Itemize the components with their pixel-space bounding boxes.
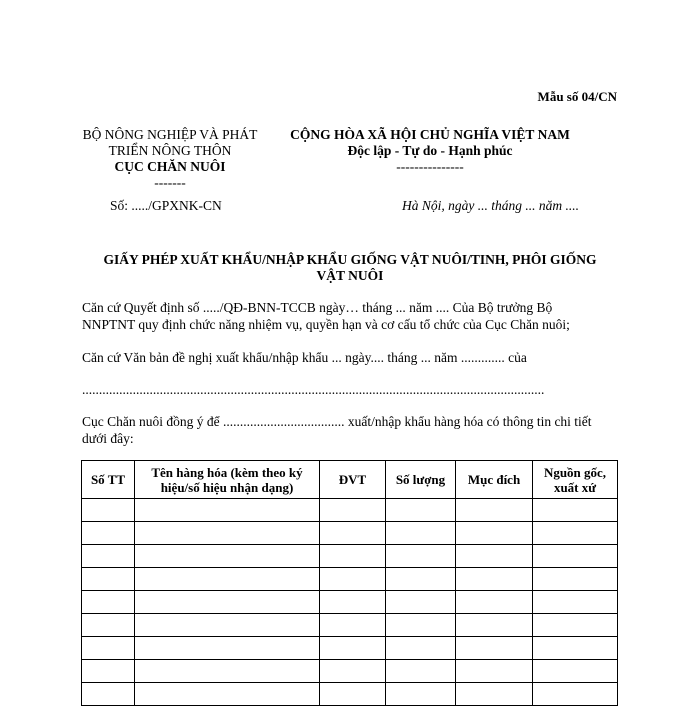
request-paragraph: Căn cứ Văn bản đề nghị xuất khẩu/nhập khẩu ... ngày.... tháng ... năm ............. của xyxy=(82,350,527,365)
approval-line1: Cục Chăn nuôi đồng ý để .................................... xuất/nhập khẩu hàng hóa có thông tin chi tiết xyxy=(82,414,592,429)
table-cell xyxy=(320,637,386,660)
table-cell xyxy=(82,660,135,683)
table-body xyxy=(82,499,618,706)
table-cell xyxy=(135,522,320,545)
table-cell xyxy=(320,568,386,591)
table-cell xyxy=(82,683,135,706)
table-cell xyxy=(456,568,533,591)
table-cell xyxy=(533,568,618,591)
national-motto: Độc lập - Tự do - Hạnh phúc xyxy=(347,143,513,158)
table-cell xyxy=(456,637,533,660)
table-row xyxy=(82,591,618,614)
table-cell xyxy=(135,660,320,683)
table-cell xyxy=(386,568,456,591)
left-separator: ------- xyxy=(154,175,186,190)
table-cell xyxy=(456,499,533,522)
issuing-authority-block xyxy=(70,127,270,191)
table-row xyxy=(82,637,618,660)
table-cell xyxy=(456,683,533,706)
table-header-row xyxy=(82,461,618,499)
table-cell xyxy=(533,614,618,637)
header-goods-name xyxy=(135,461,320,499)
table-cell xyxy=(320,499,386,522)
table-cell xyxy=(456,660,533,683)
dotted-fill-line: ......................................................................................................................................... xyxy=(82,382,545,397)
table-cell xyxy=(386,499,456,522)
table-cell xyxy=(320,545,386,568)
table-cell xyxy=(533,637,618,660)
table-cell xyxy=(320,683,386,706)
right-separator: --------------- xyxy=(396,159,464,174)
place-date: Hà Nội, ngày ... tháng ... năm .... xyxy=(402,198,579,213)
table-cell xyxy=(386,637,456,660)
table-cell xyxy=(533,683,618,706)
document-number: Số: ...../GPXNK-CN xyxy=(110,198,222,213)
table-cell xyxy=(135,683,320,706)
header-stt: Số TT xyxy=(82,461,135,499)
table-cell xyxy=(533,545,618,568)
table-row xyxy=(82,660,618,683)
legal-basis-paragraph xyxy=(82,299,622,333)
header-unit: ĐVT xyxy=(320,461,386,499)
header-origin-line1: Nguồn gốc, xyxy=(543,464,607,480)
table-cell xyxy=(456,522,533,545)
table-cell xyxy=(386,614,456,637)
table-cell xyxy=(320,614,386,637)
header-origin-line2: xuất xứ xyxy=(553,479,597,495)
header-goods-name-line2: hiệu/số hiệu nhận dạng) xyxy=(160,479,294,495)
table-cell xyxy=(320,591,386,614)
table-row xyxy=(82,545,618,568)
national-header-block xyxy=(270,127,590,175)
legal-basis-line2: NNPTNT quy định chức năng nhiệm vụ, quyền hạn và cơ cấu tổ chức của Cục Chăn nuôi; xyxy=(82,317,570,332)
table-cell xyxy=(135,614,320,637)
header-goods-name-line1: Tên hàng hóa (kèm theo ký xyxy=(151,464,303,480)
approval-paragraph xyxy=(82,413,622,447)
ministry-name-line1: BỘ NÔNG NGHIỆP VÀ PHÁT xyxy=(82,127,258,142)
department-name: CỤC CHĂN NUÔI xyxy=(114,159,226,174)
header-quantity: Số lượng xyxy=(386,461,456,499)
table-cell xyxy=(320,660,386,683)
approval-line2: dưới đây: xyxy=(82,431,134,446)
table-cell xyxy=(135,637,320,660)
table-cell xyxy=(82,522,135,545)
title-line2: VẬT NUÔI xyxy=(316,268,384,283)
country-name: CỘNG HÒA XÃ HỘI CHỦ NGHĨA VIỆT NAM xyxy=(290,127,570,142)
table-cell xyxy=(135,591,320,614)
table-cell xyxy=(386,660,456,683)
document-title xyxy=(80,252,620,284)
table-cell xyxy=(386,683,456,706)
table-cell xyxy=(135,545,320,568)
table-cell xyxy=(456,545,533,568)
table-cell xyxy=(135,499,320,522)
table-cell xyxy=(386,522,456,545)
table-row xyxy=(82,522,618,545)
table-cell xyxy=(320,522,386,545)
table-cell xyxy=(82,614,135,637)
table-cell xyxy=(533,499,618,522)
table-cell xyxy=(456,591,533,614)
table-cell xyxy=(456,614,533,637)
table-cell xyxy=(386,591,456,614)
table-cell xyxy=(533,660,618,683)
table-cell xyxy=(82,499,135,522)
header-origin xyxy=(533,461,618,499)
table-cell xyxy=(82,545,135,568)
table-row xyxy=(82,683,618,706)
table-cell xyxy=(82,637,135,660)
table-cell xyxy=(533,522,618,545)
table-cell xyxy=(135,568,320,591)
goods-table xyxy=(81,460,618,706)
table-cell xyxy=(82,568,135,591)
title-line1: GIẤY PHÉP XUẤT KHẨU/NHẬP KHẨU GIỐNG VẬT NUÔI/TINH, PHÔI GIỐNG xyxy=(103,252,597,267)
table-cell xyxy=(533,591,618,614)
ministry-name-line2: TRIỂN NÔNG THÔN xyxy=(108,143,232,158)
table-cell xyxy=(386,545,456,568)
header-purpose: Mục đích xyxy=(456,461,533,499)
table-row xyxy=(82,614,618,637)
form-number: Mẫu số 04/CN xyxy=(537,89,617,104)
table-row xyxy=(82,568,618,591)
table-cell xyxy=(82,591,135,614)
table-row xyxy=(82,499,618,522)
legal-basis-line1: Căn cứ Quyết định số ...../QĐ-BNN-TCCB ngày… tháng ... năm .... Của Bộ trưởng Bộ xyxy=(82,300,553,315)
